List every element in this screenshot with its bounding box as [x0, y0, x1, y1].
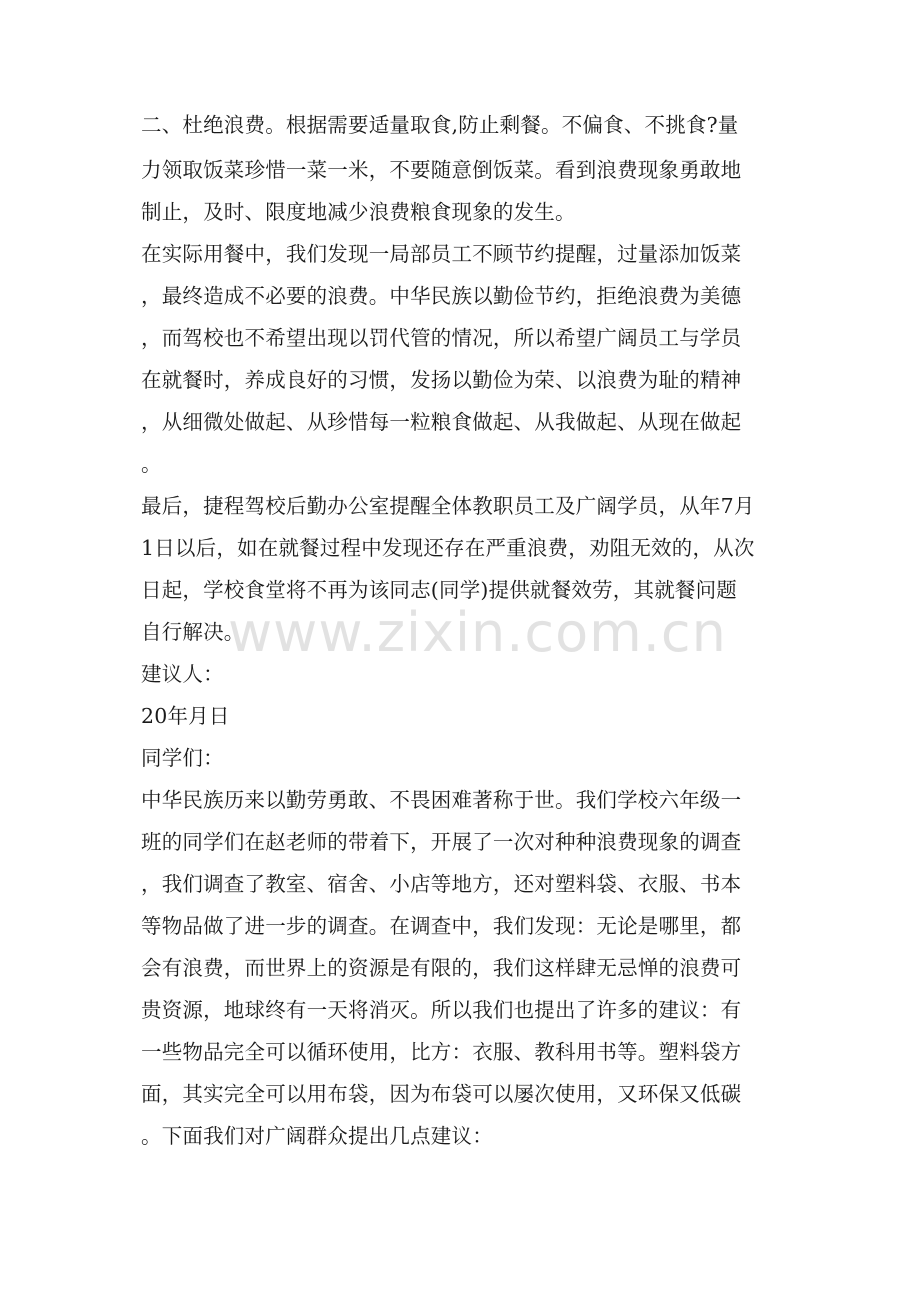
text-line: 在实际用餐中，我们发现一局部员工不顾节约提醒，过量添加饭菜 [141, 242, 742, 266]
text-line: 贵资源，地球终有一天将消灭。所以我们也提出了许多的建议：有 [141, 998, 742, 1022]
watermark: www.zixin.com.cn [228, 601, 727, 664]
text-line: 自行解决。 [141, 620, 245, 644]
text-line: 一些物品完全可以循环使用，比方：衣服、教科用书等。塑料袋方 [141, 1040, 742, 1064]
text-line: 会有浪费，而世界上的资源是有限的，我们这样肆无忌惮的浪费可 [141, 956, 742, 980]
text-line: 日起，学校食堂将不再为该同志(同学)提供就餐效劳，其就餐问题 [141, 578, 737, 602]
text-line: 等物品做了进一步的调查。在调查中，我们发现：无论是哪里，都 [141, 914, 742, 938]
text-line: 在就餐时，养成良好的习惯，发扬以勤俭为荣、以浪费为耻的精神 [141, 368, 742, 392]
text-line: 班的同学们在赵老师的带着下，开展了一次对种种浪费现象的调查 [141, 830, 742, 854]
text-line: 同学们： [141, 746, 224, 770]
text-line: ，从细微处做起、从珍惜每一粒粮食做起、从我做起、从现在做起 [141, 410, 742, 434]
text-line: 最后，捷程驾校后勤办公室提醒全体教职员工及广阔学员，从年7月 [141, 494, 755, 518]
text-line: 1日以后，如在就餐过程中发现还存在严重浪费，劝阻无效的，从次 [141, 536, 755, 560]
text-line: 。 [141, 452, 162, 476]
text-line: 中华民族历来以勤劳勇敢、不畏困难著称于世。我们学校六年级一 [141, 788, 742, 812]
text-line: 。下面我们对广阔群众提出几点建议： [141, 1124, 493, 1148]
text-line: 制止，及时、限度地减少浪费粮食现象的发生。 [141, 200, 576, 224]
text-line: 力领取饭菜珍惜一菜一米，不要随意倒饭菜。看到浪费现象勇敢地 [141, 158, 742, 182]
text-line: 建议人： [141, 662, 224, 686]
text-line: ，我们调查了教室、宿舍、小店等地方，还对塑料袋、衣服、书本 [141, 872, 742, 896]
text-line: ，而驾校也不希望出现以罚代管的情况，所以希望广阔员工与学员 [141, 326, 742, 350]
text-line: 面，其实完全可以用布袋，因为布袋可以屡次使用，又环保又低碳 [141, 1082, 742, 1106]
text-line: 20年月日 [141, 704, 230, 728]
text-line: ，最终造成不必要的浪费。中华民族以勤俭节约，拒绝浪费为美德 [141, 284, 742, 308]
text-line: 二、杜绝浪费。根据需要适量取食,防止剩餐。不偏食、不挑食?量 [141, 113, 739, 137]
